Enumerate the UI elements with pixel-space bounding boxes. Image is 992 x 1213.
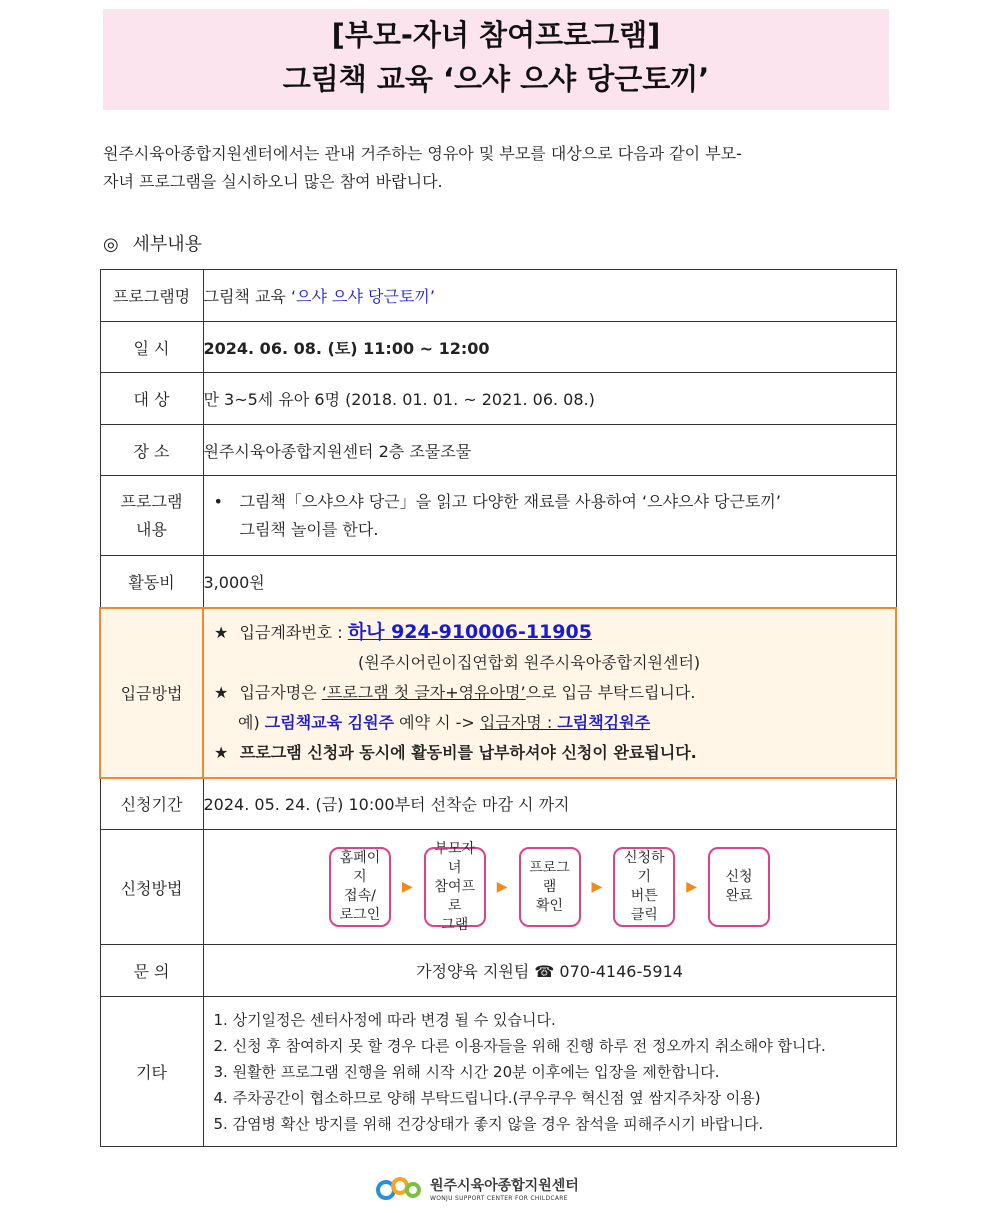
star-icon: ★ <box>214 683 229 702</box>
content-bullet: • <box>213 491 223 511</box>
etc-item: 1. 상기일정은 센터사정에 따라 변경 될 수 있습니다. <box>213 1010 556 1029</box>
example-prefix: 예) <box>238 713 265 732</box>
row-date <box>100 322 896 373</box>
example-mid: 예약 시 -> <box>394 713 480 732</box>
value-method <box>203 830 896 945</box>
account-number: 하나 924-910006-11905 <box>347 621 592 643</box>
intro-line-2: 자녀 프로그램을 실시하오니 많은 참여 바랍니다. <box>103 172 443 191</box>
intro-line-1: 원주시육아종합지원센터에서는 관내 거주하는 영유아 및 부모를 대상으로 다음과 같이 부모- <box>103 144 742 163</box>
payment-notice-line <box>214 738 895 768</box>
example-value: 그림책김원주 <box>557 713 651 732</box>
account-label: 입금계좌번호 : <box>239 623 348 642</box>
row-period <box>100 778 896 830</box>
footer-logo <box>376 1172 579 1204</box>
label-content-line-2: 내용 <box>136 519 167 539</box>
section-symbol: ◎ <box>103 234 119 255</box>
example-name: 그림책교육 김원주 <box>264 713 395 732</box>
title-line-2: 그림책 교육 ‘으샤 으샤 당근토끼’ <box>282 62 710 96</box>
row-place <box>100 425 896 476</box>
org-name: 원주시육아종합지원센터 <box>430 1177 579 1194</box>
intro-paragraph <box>103 140 889 196</box>
title-banner <box>103 9 889 110</box>
arrow-right-icon: ▶ <box>401 879 413 895</box>
label-etc: 기타 <box>100 997 203 1147</box>
payment-example-line <box>214 708 895 738</box>
section-label: 세부내용 <box>132 234 203 255</box>
label-program-name: 프로그램명 <box>100 270 203 322</box>
etc-item: 5. 감염병 확산 방지를 위해 건강상태가 좋지 않을 경우 참석을 피해주시기 바랍니다. <box>213 1114 764 1133</box>
step-apply-button-click: 신청하기 버튼 클릭 <box>613 847 675 927</box>
depositor-suffix: 으로 입금 부탁드립니다. <box>525 683 696 702</box>
row-method <box>100 830 896 945</box>
program-name-highlight: ‘으샤 으샤 당근토끼’ <box>290 287 435 306</box>
row-program-name <box>100 270 896 322</box>
value-etc <box>203 997 896 1147</box>
program-name-prefix: 그림책 교육 <box>203 287 291 306</box>
payment-account-line <box>214 617 895 648</box>
row-target <box>100 373 896 425</box>
account-owner: (원주시어린이집연합회 원주시육아종합지원센터) <box>358 653 701 672</box>
example-label: 입금자명 : <box>479 713 558 732</box>
value-program-name <box>203 270 896 322</box>
value-date: 2024. 06. 08. (토) 11:00 ~ 12:00 <box>203 322 896 373</box>
payment-notice: 프로그램 신청과 동시에 활동비를 납부하셔야 신청이 완료됩니다. <box>239 743 697 762</box>
content-line-2: 그림책 놀이를 한다. <box>239 519 379 539</box>
label-period: 신청기간 <box>100 778 203 830</box>
step-program-check: 프로그램 확인 <box>519 847 581 927</box>
title-line-1: [부모-자녀 참여프로그램] <box>331 18 661 52</box>
apply-steps <box>204 840 896 933</box>
step-apply-complete: 신청 완료 <box>708 847 770 927</box>
section-heading <box>103 230 202 256</box>
value-content <box>203 476 896 556</box>
value-payment <box>203 608 896 778</box>
content-line-1: 그림책「으샤으샤 당근」을 읽고 다양한 재료를 사용하여 ‘으샤으샤 당근토끼’ <box>239 491 781 511</box>
row-payment <box>100 608 896 778</box>
value-fee: 3,000원 <box>203 556 896 608</box>
row-contact <box>100 945 896 997</box>
step-parent-child-program: 부모자녀 참여프로 그램 <box>424 847 486 927</box>
label-content-line-1: 프로그램 <box>120 491 183 511</box>
row-fee <box>100 556 896 608</box>
value-target: 만 3~5세 유아 6명 (2018. 01. 01. ~ 2021. 06. 08.) <box>203 373 896 425</box>
label-fee: 활동비 <box>100 556 203 608</box>
org-name-en: WONJU SUPPORT CENTER FOR CHILDCARE <box>430 1194 568 1202</box>
etc-item: 2. 신청 후 참여하지 못 할 경우 다른 이용자들을 위해 진행 하루 전 정오까지 취소해야 합니다. <box>213 1036 826 1055</box>
label-payment: 입금방법 <box>100 608 203 778</box>
value-contact: 가정양육 지원팀 ☎ 070-4146-5914 <box>203 945 896 997</box>
arrow-right-icon: ▶ <box>686 879 698 895</box>
star-icon: ★ <box>214 743 229 762</box>
arrow-right-icon: ▶ <box>591 879 603 895</box>
row-content <box>100 476 896 556</box>
payment-depositor-line <box>214 678 895 708</box>
label-date: 일 시 <box>100 322 203 373</box>
center-logo-icon <box>376 1172 424 1204</box>
etc-item: 3. 원활한 프로그램 진행을 위해 시작 시간 20분 이후에는 입장을 제한합니다. <box>213 1062 720 1081</box>
detail-table <box>99 269 897 1147</box>
step-homepage-login: 홈페이지 접속/ 로그인 <box>329 847 391 927</box>
label-contact: 문 의 <box>100 945 203 997</box>
value-period: 2024. 05. 24. (금) 10:00부터 선착순 마감 시 까지 <box>203 778 896 830</box>
label-target: 대 상 <box>100 373 203 425</box>
etc-item: 4. 주차공간이 협소하므로 양해 부탁드립니다.(쿠우쿠우 혁신점 옆 쌈지주차장 이용) <box>213 1088 761 1107</box>
label-method: 신청방법 <box>100 830 203 945</box>
arrow-right-icon: ▶ <box>496 879 508 895</box>
value-place: 원주시육아종합지원센터 2층 조물조물 <box>203 425 896 476</box>
depositor-rule: ‘프로그램 첫 글자+영유아명’ <box>321 683 526 702</box>
label-content <box>100 476 203 556</box>
depositor-prefix: 입금자명은 <box>239 683 322 702</box>
label-place: 장 소 <box>100 425 203 476</box>
star-icon: ★ <box>214 623 229 642</box>
row-etc <box>100 997 896 1147</box>
